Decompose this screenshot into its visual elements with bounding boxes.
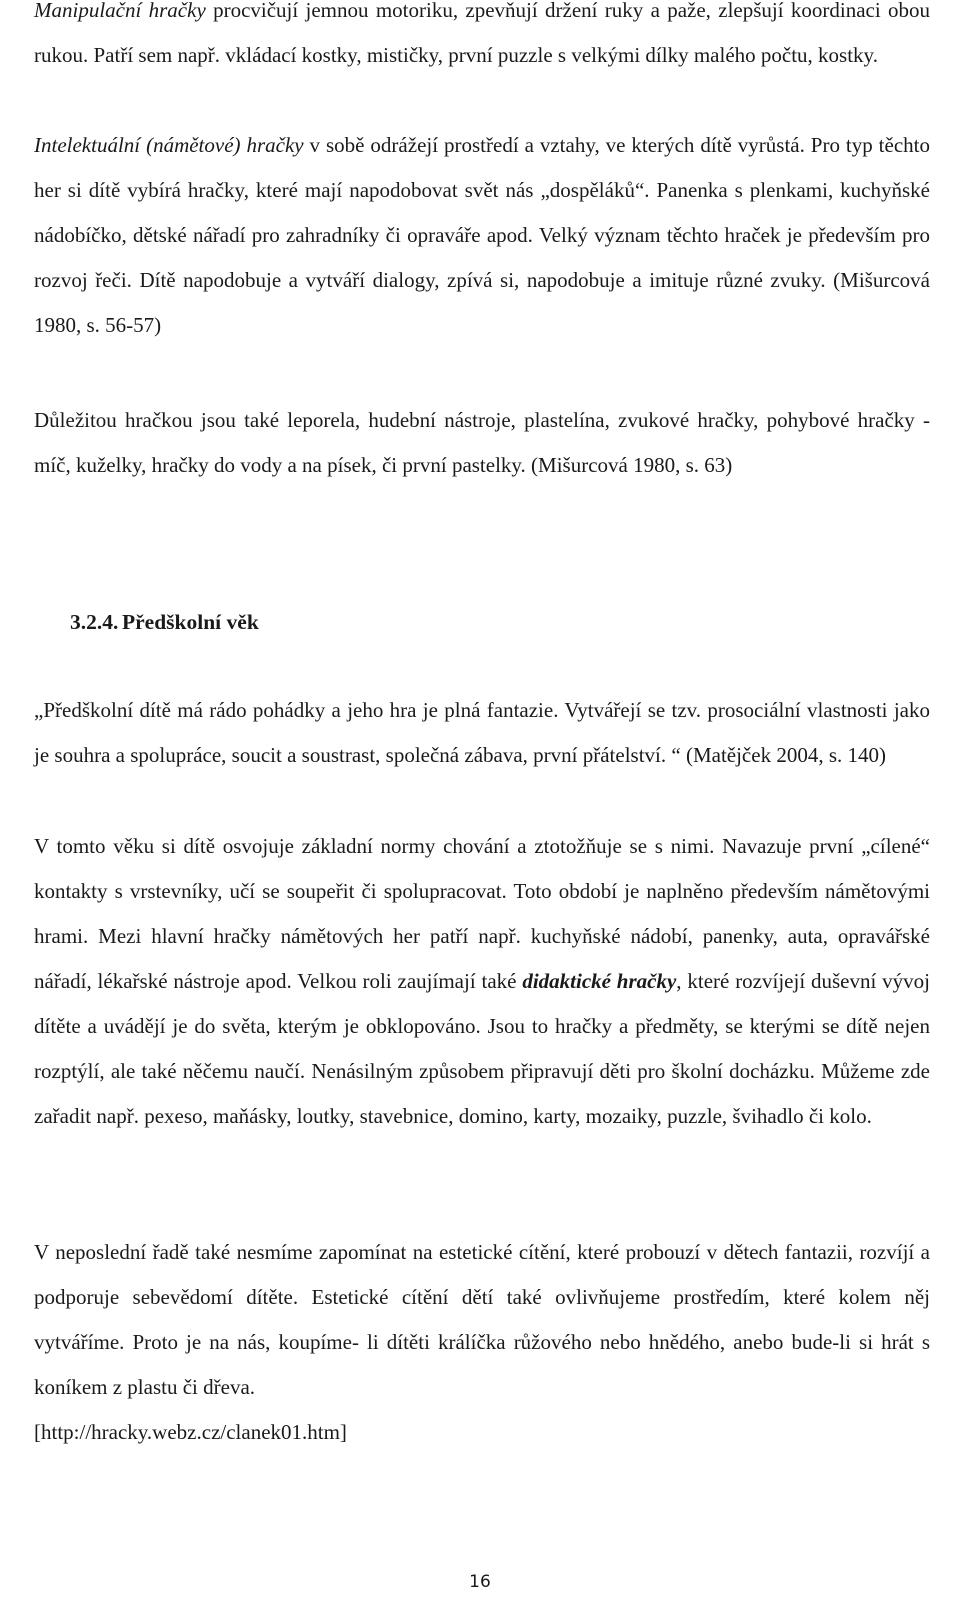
paragraph-text: V tomto věku si dítě osvojuje základní normy chování a ztotožňuje se s nimi. Navazuje první „cílené“ kontakty s vrstevníky, učí se soupeřit či spolupracovat. Toto období je naplněno především námětovými hrami. Mezi hlavní hračky námětových her patří např. kuchyňské nádobí, panenky, auta, opravářské nářadí, lékařské nástroje apod. Velkou roli zaujímají také <box>34 834 930 993</box>
paragraph-esteticke <box>34 1230 930 1410</box>
reference-url: [http://hracky.webz.cz/clanek01.htm] <box>34 1420 347 1444</box>
paragraph-v-tomto-veku <box>34 824 930 1139</box>
paragraph-text: „Předškolní dítě má rádo pohádky a jeho hra je plná fantazie. Vytvářejí se tzv. prosociální vlastnosti jako je souhra a spolupráce, soucit a soustrast, společná zábava, první přátelství. “ (Matějček 2004, s. 140) <box>34 698 930 767</box>
paragraph-text: procvičují jemnou motoriku, zpevňují držení ruky a paže, zlepšují koordinaci obou rukou. Patří sem např. vkládací kostky, mističky, první puzzle s velkými dílky malého počtu, kostky. <box>34 0 930 67</box>
section-heading <box>70 600 259 644</box>
paragraph-intelektualni <box>34 123 930 348</box>
section-title: Předškolní věk <box>122 610 259 634</box>
paragraph-dulezitou <box>34 398 930 488</box>
term-intelektualni-hracky: Intelektuální (námětové) hračky <box>34 133 304 157</box>
term-manipulacni-hracky: Manipulační hračky <box>34 0 206 22</box>
section-number: 3.2.4. <box>70 610 119 634</box>
paragraph-text: Důležitou hračkou jsou také leporela, hudební nástroje, plastelína, zvukové hračky, pohybové hračky - míč, kuželky, hračky do vody a na písek, či první pastelky. (Mišurcová 1980, s. 63) <box>34 408 930 477</box>
paragraph-manipulacni <box>34 0 930 78</box>
term-didakticke-hracky: didaktické hračky <box>522 969 677 993</box>
paragraph-quote-matejcek <box>34 688 930 778</box>
paragraph-text: v sobě odrážejí prostředí a vztahy, ve kterých dítě vyrůstá. Pro typ těchto her si dítě vybírá hračky, které mají napodobovat svět nás „dospěláků“. Panenka s plenkami, kuchyňské nádobíčko, dětské nářadí pro zahradníky či opraváře apod. Velký význam těchto hraček je především pro rozvoj řeči. Dítě napodobuje a vytváří dialogy, zpívá si, napodobuje a imituje různé zvuky. (Mišurcová 1980, s. 56-57) <box>34 133 930 337</box>
paragraph-text: , které rozvíjejí duševní vývoj dítěte a uvádějí je do světa, kterým je obklopováno. Jsou to hračky a předměty, se kterými se dítě nejen rozptýlí, ale také něčemu naučí. Nenásilným způsobem připravují děti pro školní docházku. Můžeme zde zařadit např. pexeso, maňásky, loutky, stavebnice, domino, karty, mozaiky, puzzle, švihadlo či kolo. <box>34 969 930 1128</box>
source-reference <box>34 1410 930 1455</box>
paragraph-text: V neposlední řadě také nesmíme zapomínat na estetické cítění, které probouzí v dětech fantazii, rozvíjí a podporuje sebevědomí dítěte. Estetické cítění dětí také ovlivňujeme prostředím, které kolem něj vytváříme. Proto je na nás, koupíme- li dítěti králíčka růžového nebo hnědého, anebo bude-li si hrát s koníkem z plastu či dřeva. <box>34 1240 930 1399</box>
page-number: 16 <box>469 1572 491 1592</box>
